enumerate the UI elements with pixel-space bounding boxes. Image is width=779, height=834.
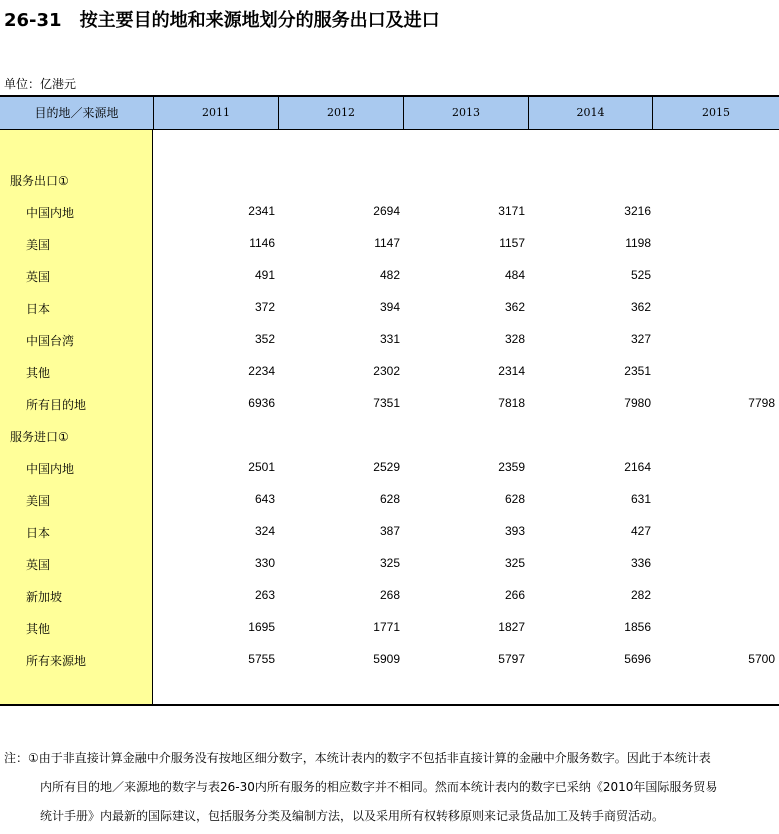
cell-value-2013: 1827 [498,620,525,634]
cell-value-2014: 1198 [625,236,651,250]
table-row [0,202,779,222]
cell-value-2013: 7818 [498,396,525,410]
cell-value-2011: 1146 [249,236,275,250]
cell-value-2013: 484 [504,268,525,282]
cell-value-2013: 325 [504,556,525,570]
row-label: 日本 [26,302,51,316]
row-label: 英国 [26,270,51,284]
cell-value-2011: 324 [254,524,275,538]
cell-value-2012: 5909 [373,652,400,666]
cell-value-2013: 362 [504,300,525,314]
cell-value-2011: 2341 [248,204,275,218]
table-row [0,490,779,510]
row-label: 中国内地 [26,206,75,220]
cell-value-2014: 525 [630,268,651,282]
cell-value-2011: 372 [254,300,275,314]
cell-value-2011: 1695 [248,620,275,634]
cell-value-2011: 2501 [248,460,275,474]
cell-value-2014: 2164 [624,460,651,474]
cell-value-2011: 330 [254,556,275,570]
header-year-2012: 2012 [279,97,404,129]
cell-value-2012: 2302 [373,364,400,378]
footnote-line-3: 统计手册》内最新的国际建议，包括服务分类及编制方法，以及采用所有权转移原则来记录货品加工及转手商贸活动。 [40,809,665,823]
cell-value-2011: 6936 [248,396,275,410]
cell-value-2013: 3171 [498,204,525,218]
row-label: 英国 [26,558,51,572]
cell-value-2013: 5797 [498,652,525,666]
section-label: 服务出口① [10,174,69,188]
table-row [0,586,779,606]
cell-value-2014: 5696 [624,652,651,666]
cell-value-2011: 491 [254,268,275,282]
cell-value-2013: 393 [504,524,525,538]
header-year-2011: 2011 [154,97,279,129]
row-label: 所有目的地 [26,398,87,412]
cell-value-2012: 482 [379,268,400,282]
table-row [0,458,779,478]
table-row [0,394,779,414]
cell-value-2014: 282 [630,588,651,602]
cell-value-2013: 266 [504,588,525,602]
section-row [0,170,779,190]
row-label: 中国内地 [26,462,75,476]
cell-value-2012: 1147 [374,236,400,250]
footnote-line-2: 内所有目的地／来源地的数字与表26-30内所有服务的相应数字并不相同。然而本统计表内的数字已采纳《2010年国际服务贸易 [40,780,718,794]
cell-value-2012: 394 [379,300,400,314]
table-row [0,618,779,638]
row-label: 美国 [26,238,51,252]
table-row [0,650,779,670]
cell-value-2011: 5755 [248,652,275,666]
footnote [4,744,776,831]
table-row [0,234,779,254]
cell-value-2014: 427 [630,524,651,538]
section-row [0,426,779,446]
cell-value-2014: 3216 [624,204,651,218]
row-label: 美国 [26,494,51,508]
table-bottom-rule [0,704,779,706]
table-row [0,266,779,286]
cell-value-2011: 643 [254,492,275,506]
cell-value-2012: 387 [379,524,400,538]
header-destination-source: 目的地／来源地 [0,97,154,129]
row-label: 所有来源地 [26,654,87,668]
cell-value-2011: 352 [254,332,275,346]
unit-label: 单位：亿港元 [4,77,77,91]
cell-value-2013: 628 [504,492,525,506]
table-title: 按主要目的地和来源地划分的服务出口及进口 [79,10,440,31]
row-label: 其他 [26,622,51,636]
cell-value-2011: 263 [254,588,275,602]
cell-value-2014: 1856 [624,620,651,634]
header-year-2013: 2013 [404,97,529,129]
cell-value-2014: 336 [630,556,651,570]
cell-value-2013: 328 [504,332,525,346]
page-title [4,6,440,32]
cell-value-2012: 268 [379,588,400,602]
cell-value-2012: 2529 [373,460,400,474]
cell-value-2012: 325 [379,556,400,570]
cell-value-2013: 2359 [498,460,525,474]
row-label: 其他 [26,366,51,380]
cell-value-2012: 2694 [373,204,400,218]
row-label: 新加坡 [26,590,63,604]
cell-value-2012: 1771 [373,620,400,634]
row-label: 日本 [26,526,51,540]
cell-value-2014: 362 [630,300,651,314]
cell-value-2015: 7798 [748,396,775,410]
cell-value-2013: 2314 [498,364,525,378]
cell-value-2014: 2351 [624,364,651,378]
table-row [0,362,779,382]
section-label: 服务进口① [10,430,69,444]
cell-value-2014: 7980 [624,396,651,410]
cell-value-2013: 1157 [499,236,525,250]
cell-value-2012: 331 [379,332,400,346]
row-label: 中国台湾 [26,334,75,348]
footnote-line-1: 注：①由于非直接计算金融中介服务没有按地区细分数字，本统计表内的数字不包括非直接计算的金融中介服务数字。因此于本统计表 [4,751,711,765]
table-row [0,298,779,318]
cell-value-2014: 327 [630,332,651,346]
cell-value-2012: 7351 [373,396,400,410]
table-header [0,97,779,130]
table-number: 26-31 [4,10,62,31]
header-year-2014: 2014 [529,97,653,129]
cell-value-2014: 631 [630,492,651,506]
table-row [0,554,779,574]
table-row [0,330,779,350]
cell-value-2012: 628 [379,492,400,506]
cell-value-2015: 5700 [748,652,775,666]
header-year-2015: 2015 [702,106,730,119]
cell-value-2011: 2234 [248,364,275,378]
table-row [0,522,779,542]
